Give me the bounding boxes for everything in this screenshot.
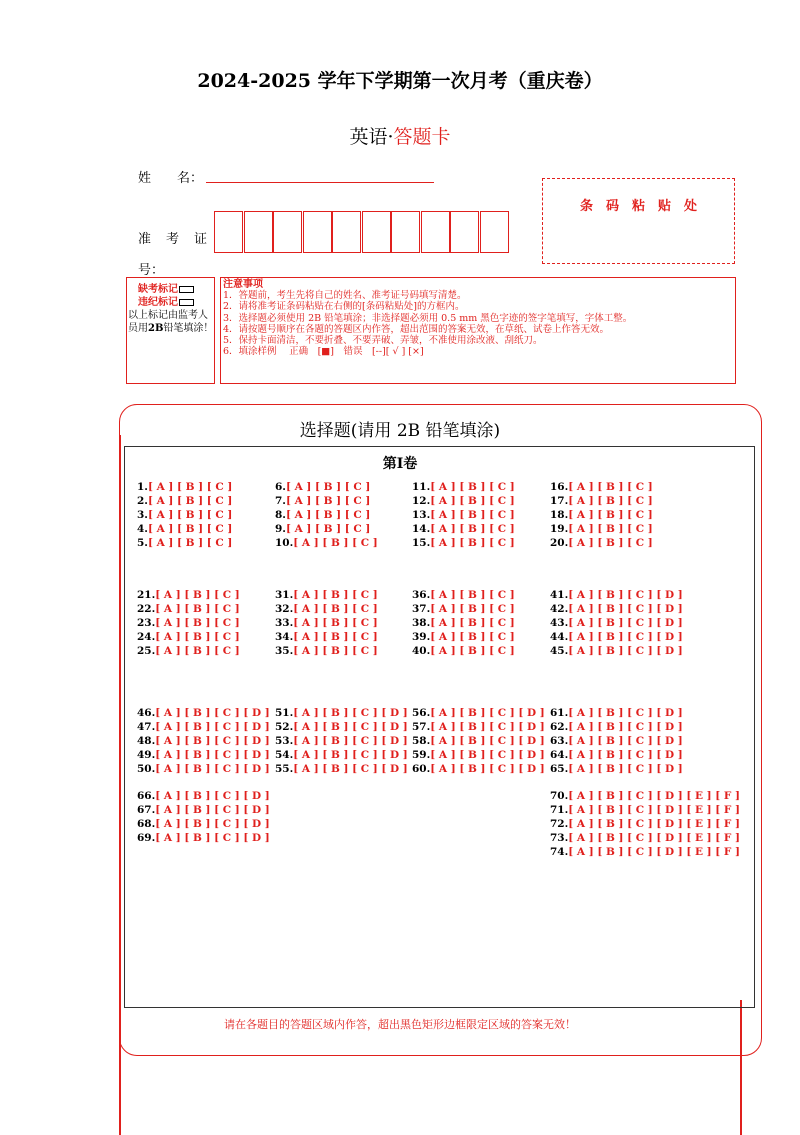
question-row[interactable] [412,523,515,535]
question-row[interactable] [412,495,515,507]
question-row[interactable] [137,537,232,549]
notice-content [223,279,632,357]
question-number: 48. [137,735,156,747]
answer-options[interactable]: [ A ] [ B ] [ C ] [285,495,371,507]
answer-options[interactable]: [ A ] [ B ] [ C ] [568,509,653,521]
question-row[interactable] [412,721,545,733]
answer-options[interactable]: [ A ] [ B ] [ C ] [430,523,515,535]
answer-options[interactable]: [ A ] [ B ] [ C ] [ D ] [155,818,270,830]
answer-options[interactable]: [ A ] [ B ] [ C ] [ D ] [155,749,270,761]
question-row[interactable] [137,721,270,733]
question-row[interactable] [550,735,683,747]
marks-note-a: 员用 [128,323,148,334]
answer-options[interactable]: [ A ] [ B ] [ C ] [155,631,240,643]
question-number: 56. [412,707,431,719]
question-row[interactable] [275,603,378,615]
question-number: 74. [550,846,569,858]
answer-options[interactable]: [ A ] [ B ] [ C ] [430,509,515,521]
page-subtitle [0,122,800,149]
question-row[interactable] [137,589,240,601]
marks-note-c: 铅笔填涂！ [163,323,214,334]
answer-options[interactable]: [ A ] [ B ] [ C ] [ D ] [155,832,270,844]
notice-item: 4．请按题号顺序在各题的答题区内作答，超出范围的答案无效，在草纸、试卷上作答无效。 [223,323,610,335]
question-row[interactable] [275,645,378,657]
question-row[interactable] [550,495,653,507]
question-number: 47. [137,721,156,733]
question-row[interactable] [550,537,653,549]
notice-heading: 注意事项 [223,279,263,290]
question-row[interactable] [412,631,515,643]
question-number: 52. [275,721,294,733]
answer-options[interactable]: [ A ] [ B ] [ C ] [ D ] [ E ] [ F ] [568,804,740,816]
exam-id-cell[interactable] [480,211,509,253]
question-row[interactable] [412,749,545,761]
question-number: 14. [412,523,431,535]
question-number: 24. [137,631,156,643]
answer-options[interactable]: [ A ] [ B ] [ C ] [293,589,378,601]
question-row[interactable] [550,818,740,830]
question-row[interactable] [137,749,270,761]
answer-options[interactable]: [ A ] [ B ] [ C ] [293,645,378,657]
answer-options[interactable]: [ A ] [ B ] [ C ] [147,509,233,521]
exam-id-cell[interactable] [332,211,361,253]
question-row[interactable] [550,509,653,521]
answer-options[interactable]: [ A ] [ B ] [ C ] [293,537,378,549]
exam-id-cell[interactable] [273,211,302,253]
question-number: 11. [412,481,431,493]
question-number: 44. [550,631,569,643]
answer-options[interactable]: [ A ] [ B ] [ C ] [ D ] [293,707,408,719]
question-row[interactable] [275,735,408,747]
answer-options[interactable]: [ A ] [ B ] [ C ] [430,631,515,643]
question-number: 46. [137,707,156,719]
question-row[interactable] [275,537,378,549]
answer-options[interactable]: [ A ] [ B ] [ C ] [285,523,371,535]
subtitle-subject: 英语· [349,126,394,148]
question-row[interactable] [137,763,270,775]
question-number: 66. [137,790,156,802]
question-row[interactable] [137,509,232,521]
absent-mark-label: 缺考标记 [138,284,178,295]
question-number: 67. [137,804,156,816]
answer-options[interactable]: [ A ] [ B ] [ C ] [ D ] [568,721,683,733]
question-row[interactable] [275,707,408,719]
answer-options[interactable]: [ A ] [ B ] [ C ] [ D ] [568,603,683,615]
answer-options[interactable]: [ A ] [ B ] [ C ] [568,537,653,549]
answer-options[interactable]: [ A ] [ B ] [ C ] [155,589,240,601]
question-row[interactable] [137,832,270,844]
answer-options[interactable]: [ A ] [ B ] [ C ] [ D ] [ E ] [ F ] [568,790,740,802]
answer-options[interactable]: [ A ] [ B ] [ C ] [ D ] [ E ] [ F ] [568,818,740,830]
question-row[interactable] [275,589,378,601]
question-row[interactable] [137,481,232,493]
question-number: 68. [137,818,156,830]
notice-item: 3．选择题必须使用 2B 铅笔填涂；非选择题必须用 0.5 mm 黑色字迹的签字笔填写，字体工整。 [223,312,633,324]
question-row[interactable] [137,603,240,615]
exam-id-cell[interactable] [214,211,243,253]
question-row[interactable] [137,818,270,830]
question-row[interactable] [550,481,653,493]
question-number: 72. [550,818,569,830]
answer-options[interactable]: [ A ] [ B ] [ C ] [430,603,515,615]
question-row[interactable] [412,617,515,629]
answer-options[interactable]: [ A ] [ B ] [ C ] [ D ] [ E ] [ F ] [568,846,740,858]
question-row[interactable] [412,509,515,521]
answer-options[interactable]: [ A ] [ B ] [ C ] [430,589,515,601]
answer-options[interactable]: [ A ] [ B ] [ C ] [ D ] [430,749,545,761]
answer-options[interactable]: [ A ] [ B ] [ C ] [ D ] [293,735,408,747]
question-row[interactable] [550,721,683,733]
answer-options[interactable]: [ A ] [ B ] [ C ] [568,523,653,535]
answer-options[interactable]: [ A ] [ B ] [ C ] [155,645,240,657]
question-number: 51. [275,707,294,719]
question-number: 1. [137,481,148,493]
question-row[interactable] [137,523,232,535]
question-number: 55. [275,763,294,775]
question-row[interactable] [550,631,683,643]
answer-options[interactable]: [ A ] [ B ] [ C ] [ D ] [568,763,683,775]
question-row[interactable] [137,735,270,747]
answer-options[interactable]: [ A ] [ B ] [ C ] [ D ] [568,749,683,761]
question-number: 4. [137,523,148,535]
answer-options[interactable]: [ A ] [ B ] [ C ] [ D ] [430,763,545,775]
answer-options[interactable]: [ A ] [ B ] [ C ] [430,537,515,549]
question-row[interactable] [550,645,683,657]
answer-options[interactable]: [ A ] [ B ] [ C ] [ D ] [430,721,545,733]
question-row[interactable] [412,707,545,719]
question-row[interactable] [412,537,515,549]
question-number: 40. [412,645,431,657]
question-number: 3. [137,509,148,521]
page-title: 2024-2025 学年下学期第一次月考（重庆卷） [197,70,603,92]
question-row[interactable] [275,509,370,521]
answer-options[interactable]: [ A ] [ B ] [ C ] [ D ] [155,721,270,733]
question-number: 61. [550,707,569,719]
answer-options[interactable]: [ A ] [ B ] [ C ] [ D ] [568,735,683,747]
answer-options[interactable]: [ A ] [ B ] [ C ] [ D ] [568,631,683,643]
answer-options[interactable]: [ A ] [ B ] [ C ] [568,481,653,493]
answer-options[interactable]: [ A ] [ B ] [ C ] [147,495,233,507]
question-number: 49. [137,749,156,761]
section-footer: 请在各题目的答题区域内作答，超出黑色矩形边框限定区域的答案无效！ [224,1018,576,1031]
question-number: 65. [550,763,569,775]
question-row[interactable] [137,707,270,719]
question-row[interactable] [412,589,515,601]
question-number: 20. [550,537,569,549]
answer-options[interactable]: [ A ] [ B ] [ C ] [285,481,371,493]
answer-options[interactable]: [ A ] [ B ] [ C ] [ D ] [568,707,683,719]
violation-mark-label: 违纪标记 [138,297,178,308]
exam-id-cell[interactable] [244,211,273,253]
answer-options[interactable]: [ A ] [ B ] [ C ] [147,481,233,493]
question-number: 42. [550,603,569,615]
exam-id-cell[interactable] [362,211,391,253]
question-number: 31. [275,589,294,601]
question-number: 5. [137,537,148,549]
question-row[interactable] [550,804,740,816]
name-label: 姓 名： [138,171,204,186]
question-row[interactable] [137,631,240,643]
question-number: 63. [550,735,569,747]
question-number: 41. [550,589,569,601]
answer-options[interactable]: [ A ] [ B ] [ C ] [155,603,240,615]
question-row[interactable] [137,804,270,816]
answer-options[interactable]: [ A ] [ B ] [ C ] [155,617,240,629]
marks-note-b: 2B [148,323,164,334]
question-number: 8. [275,509,286,521]
answer-options[interactable]: [ A ] [ B ] [ C ] [ D ] [568,589,683,601]
question-number: 18. [550,509,569,521]
notice-item: 2．请将准考证条码粘贴在右侧的[条码粘贴处]的方框内。 [223,301,465,313]
question-number: 7. [275,495,286,507]
notice-item: 6．填涂样例 正确 [■] 错误 [--][ √ ] [×] [223,346,424,358]
question-number: 59. [412,749,431,761]
question-number: 53. [275,735,294,747]
question-number: 12. [412,495,431,507]
question-number: 32. [275,603,294,615]
question-row[interactable] [275,763,408,775]
question-number: 13. [412,509,431,521]
question-number: 38. [412,617,431,629]
barcode-area [542,178,735,264]
question-number: 43. [550,617,569,629]
exam-id-cell[interactable] [303,211,332,253]
answer-options[interactable]: [ A ] [ B ] [ C ] [430,481,515,493]
answer-options[interactable]: [ A ] [ B ] [ C ] [293,631,378,643]
answer-options[interactable]: [ A ] [ B ] [ C ] [293,617,378,629]
question-row[interactable] [275,721,408,733]
question-row[interactable] [275,481,370,493]
question-number: 62. [550,721,569,733]
answer-options[interactable]: [ A ] [ B ] [ C ] [430,645,515,657]
answer-options[interactable]: [ A ] [ B ] [ C ] [ D ] [430,707,545,719]
exam-id-cell[interactable] [391,211,420,253]
section-heading: 选择题(请用 2B 铅笔填涂) [299,421,501,441]
question-number: 71. [550,804,569,816]
question-row[interactable] [412,645,515,657]
question-row[interactable] [412,763,545,775]
question-number: 60. [412,763,431,775]
question-row[interactable] [412,603,515,615]
answer-options[interactable]: [ A ] [ B ] [ C ] [ D ] [293,749,408,761]
question-row[interactable] [412,735,545,747]
question-number: 25. [137,645,156,657]
answer-options[interactable]: [ A ] [ B ] [ C ] [ D ] [155,763,270,775]
absent-mark-box[interactable] [179,286,194,293]
question-number: 15. [412,537,431,549]
exam-id-label: 准 考 证 [138,232,209,247]
question-row[interactable] [550,603,683,615]
marks-note-line1: 以上标记由监考人 [128,310,208,321]
question-row[interactable] [275,749,408,761]
answer-options[interactable]: [ A ] [ B ] [ C ] [ D ] [ E ] [ F ] [568,832,740,844]
question-number: 2. [137,495,148,507]
answer-options[interactable]: [ A ] [ B ] [ C ] [568,495,653,507]
question-number: 16. [550,481,569,493]
answer-options[interactable]: [ A ] [ B ] [ C ] [430,495,515,507]
question-row[interactable] [550,589,683,601]
question-number: 57. [412,721,431,733]
question-number: 34. [275,631,294,643]
question-number: 9. [275,523,286,535]
answer-options[interactable]: [ A ] [ B ] [ C ] [ D ] [430,735,545,747]
answer-options[interactable]: [ A ] [ B ] [ C ] [ D ] [568,645,683,657]
answer-options[interactable]: [ A ] [ B ] [ C ] [285,509,371,521]
exam-id-cell[interactable] [421,211,450,253]
question-row[interactable] [275,523,370,535]
question-number: 36. [412,589,431,601]
question-number: 10. [275,537,294,549]
answer-options[interactable]: [ A ] [ B ] [ C ] [ D ] [568,617,683,629]
question-row[interactable] [275,617,378,629]
question-row[interactable] [550,832,740,844]
subtitle-card: 答题卡 [393,126,451,148]
answer-options[interactable]: [ A ] [ B ] [ C ] [147,537,233,549]
question-row[interactable] [137,495,232,507]
answer-options[interactable]: [ A ] [ B ] [ C ] [ D ] [155,790,270,802]
question-number: 6. [275,481,286,493]
question-number: 37. [412,603,431,615]
question-number: 73. [550,832,569,844]
barcode-label: 条 码 粘 贴 处 [579,199,697,214]
question-row[interactable] [275,495,370,507]
question-row[interactable] [137,617,240,629]
exam-id-label-suffix: 号： [138,263,165,278]
question-row[interactable] [550,763,683,775]
part-heading: 第I卷 [382,456,418,472]
question-row[interactable] [550,707,683,719]
question-row[interactable] [137,645,240,657]
question-number: 64. [550,749,569,761]
question-row[interactable] [137,790,270,802]
violation-mark-box[interactable] [179,299,194,306]
question-row[interactable] [550,749,683,761]
answer-options[interactable]: [ A ] [ B ] [ C ] [ D ] [155,735,270,747]
answer-options[interactable]: [ A ] [ B ] [ C ] [ D ] [293,763,408,775]
question-number: 19. [550,523,569,535]
answer-options[interactable]: [ A ] [ B ] [ C ] [430,617,515,629]
answer-options[interactable]: [ A ] [ B ] [ C ] [ D ] [155,707,270,719]
question-row[interactable] [275,631,378,643]
question-number: 69. [137,832,156,844]
answer-options[interactable]: [ A ] [ B ] [ C ] [147,523,233,535]
marks-note-line2 [128,319,213,334]
question-number: 58. [412,735,431,747]
answer-options[interactable]: [ A ] [ B ] [ C ] [293,603,378,615]
question-row[interactable] [550,523,653,535]
notice-item: 5．保持卡面清洁，不要折叠、不要弄破、弄皱，不准使用涂改液、刮纸刀。 [223,335,543,347]
question-number: 45. [550,645,569,657]
exam-id-cell[interactable] [450,211,479,253]
question-number: 54. [275,749,294,761]
question-number: 17. [550,495,569,507]
question-number: 33. [275,617,294,629]
question-number: 35. [275,645,294,657]
question-row[interactable] [550,617,683,629]
question-row[interactable] [550,790,740,802]
question-number: 50. [137,763,156,775]
question-number: 23. [137,617,156,629]
name-field[interactable] [206,182,434,183]
question-number: 21. [137,589,156,601]
answer-options[interactable]: [ A ] [ B ] [ C ] [ D ] [155,804,270,816]
notice-item: 1．答题前，考生先将自己的姓名、准考证号码填写清楚。 [223,290,467,302]
question-number: 70. [550,790,569,802]
question-row[interactable] [412,481,515,493]
question-number: 22. [137,603,156,615]
question-row[interactable] [550,846,740,858]
answer-options[interactable]: [ A ] [ B ] [ C ] [ D ] [293,721,408,733]
question-number: 39. [412,631,431,643]
